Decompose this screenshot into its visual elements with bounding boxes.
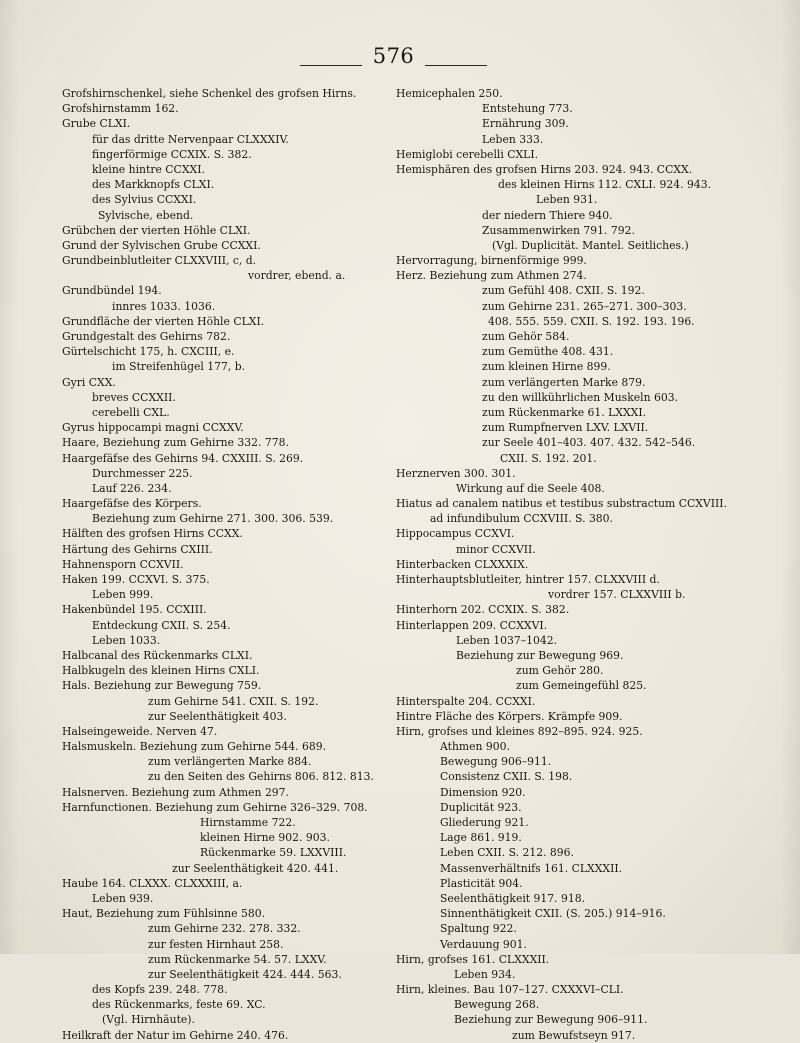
index-entry: Hinterbacken CLXXXIX. [396,557,529,571]
index-entry: CXII. S. 192. 201. [500,451,597,465]
index-entry: zum Gehirne 232. 278. 332. [148,922,301,936]
index-entry: Leben 333. [482,132,544,146]
index-entry: des Sylvius CCXXI. [92,193,197,207]
index-entry: Zusammenwirken 791. 792. [482,223,635,237]
index-entry: Beziehung zur Bewegung 969. [456,648,624,662]
index-entry: Hirn, grofses und kleines 892–895. 924. 925. [396,724,643,738]
index-entry: zur Seele 401–403. 407. 432. 542–546. [482,436,696,450]
index-entry: Hirn, grofses 161. CLXXXII. [396,952,550,966]
index-entry: Haare, Beziehung zum Gehirne 332. 778. [62,436,289,450]
index-entry: Hinterhauptsblutleiter, hintrer 157. CLXXVIII d. [396,573,660,586]
index-entry: Hiatus ad canalem natibus et testibus substractum CCXVIII. [396,497,727,511]
index-entry: Durchmesser 225. [92,466,193,480]
index-entry: Rückenmarke 59. LXXVIII. [200,846,347,860]
index-entry: 408. 555. 559. CXII. S. 192. 193. 196. [488,314,695,328]
left-page-shadow [0,0,20,954]
index-entry: (Vgl. Duplicität. Mantel. Seitliches.) [492,238,689,252]
index-entry: Grube CLXI. [62,117,131,131]
index-entry: zur festen Hirnhaut 258. [148,937,284,951]
index-entry: Consistenz CXII. S. 198. [440,770,573,784]
index-entry: Grundbeinblutleiter CLXXVIII, c, d. [62,254,257,268]
index-entry: zum Gemüthe 408. 431. [482,345,614,359]
index-entry: Verdauung 901. [440,937,527,951]
header-rule-left [300,65,362,66]
index-entry: Dimension 920. [440,785,526,799]
index-entry: Duplicität 923. [440,800,522,814]
index-entry: zum Rückenmarke 61. LXXXI. [482,405,647,419]
index-column-right [396,86,776,1043]
index-entry: Beziehung zur Bewegung 906–911. [454,1013,648,1027]
index-entry: Lauf 226. 234. [92,481,172,495]
index-entry: Spaltung 922. [440,922,517,936]
index-entry: Massenverhältnifs 161. CLXXXII. [440,861,623,875]
index-entry: Entdeckung CXII. S. 254. [92,618,231,632]
index-entry: Leben 931. [536,193,598,207]
index-entry: Hahnensporn CCXVII. [62,557,184,571]
index-entry: zum verlängerten Marke 879. [482,375,646,389]
index-entry: Plasticität 904. [440,876,523,890]
index-entry: Hippocampus CCXVI. [396,527,515,541]
index-entry: zum Gemeingefühl 825. [516,679,647,693]
index-entry: Hälften des grofsen Hirns CCXX. [62,527,243,541]
index-entry: Beziehung zum Gehirne 271. 300. 306. 539. [92,512,334,526]
index-entry: zum Bewufstseyn 917. [512,1028,636,1042]
index-entry: Sylvische, ebend. [98,208,194,222]
index-entry: breves CCXXII. [92,390,176,404]
index-entry: Haut, Beziehung zum Fühlsinne 580. [62,907,265,921]
index-entry: Grofshirnstamm 162. [62,102,179,116]
index-entry: des kleinen Hirns 112. CXLI. 924. 943. [498,178,712,192]
index-entry: zum Gehirne 231. 265–271. 300–303. [482,299,687,313]
index-entry: zum verlängerten Marke 884. [148,755,312,769]
index-entry: Leben 1033. [92,633,161,647]
index-entry: zum Rückenmarke 54. 57. LXXV. [148,952,327,966]
index-entry: zur Seelenthätigkeit 403. [148,709,287,723]
index-entry: Hirn, kleines. Bau 107–127. CXXXVI–CLI. [396,983,624,997]
index-entry: Leben 934. [454,967,516,981]
index-entry: des Rückenmarks, feste 69. XC. [92,998,266,1012]
index-entry: Leben 1037–1042. [456,633,558,647]
index-entry: Athmen 900. [440,740,510,754]
index-entry: Seelenthätigkeit 917. 918. [440,891,586,905]
index-entry: zur Seelenthätigkeit 424. 444. 563. [148,967,342,981]
index-entry: Harnfunctionen. Beziehung zum Gehirne 326–329. 708. [62,800,368,814]
index-entry: Hinterspalte 204. CCXXI. [396,694,536,708]
index-entry: Hemisphären des grofsen Hirns 203. 924. 943. CCXX. [396,162,693,176]
index-entry: Haken 199. CCXVI. S. 375. [62,573,210,586]
index-entry: cerebelli CXL. [92,405,170,419]
index-entry: Bewegung 268. [454,998,540,1012]
index-entry: für das dritte Nervenpaar CLXXXIV. [92,132,289,146]
index-entry: des Kopfs 239. 248. 778. [92,983,228,997]
index-entry: Grundbündel 194. [62,284,162,298]
index-entry: zum Gehirne 541. CXII. S. 192. [148,694,319,708]
index-entry: Leben CXII. S. 212. 896. [440,846,574,860]
index-entry: Gyri CXX. [62,375,116,389]
index-entry: Heilkraft der Natur im Gehirne 240. 476. [62,1028,289,1042]
index-entry: Hemiglobi cerebelli CXLI. [396,147,539,161]
index-entry: Halsmuskeln. Beziehung zum Gehirne 544. 689. [62,740,327,754]
index-entry: Grofshirnschenkel, siehe Schenkel des grofsen Hirns. [62,87,357,100]
index-entry: zum Rumpfnerven LXV. LXVII. [482,421,649,435]
index-entry: Hakenbündel 195. CCXIII. [62,603,207,617]
index-entry: Grübchen der vierten Höhle CLXI. [62,223,251,237]
index-entry: Sinnenthätigkeit CXII. (S. 205.) 914–916. [440,907,666,921]
index-entry: Hinterhorn 202. CCXIX. S. 382. [396,603,570,617]
index-entry: Hals. Beziehung zur Bewegung 759. [62,679,262,693]
index-entry: vordrer, ebend. a. [248,269,346,283]
index-entry: Haargefäfse des Körpers. [62,497,202,511]
index-entry: Lage 861. 919. [440,831,522,845]
index-entry: zur Seelenthätigkeit 420. 441. [172,861,339,875]
index-entry: Grundgestalt des Gehirns 782. [62,330,231,343]
index-entry: (Vgl. Hirnhäute). [102,1013,195,1027]
index-entry: Herznerven 300. 301. [396,466,516,480]
index-entry: im Streifenhügel 177, b. [112,360,246,374]
index-entry: Grund der Sylvischen Grube CCXXI. [62,238,261,252]
index-entry: Haube 164. CLXXX. CLXXXIII, a. [62,876,243,890]
index-entry: fingerförmige CCXIX. S. 382. [92,147,252,161]
index-entry: Leben 999. [92,588,154,602]
index-column-left [62,86,392,1043]
index-entry: vordrer 157. CLXXVIII b. [548,588,686,602]
index-entry: Gliederung 921. [440,816,529,829]
index-entry: zum Gehör 584. [482,330,570,343]
index-entry: Bewegung 906–911. [440,755,552,769]
index-entry: zum Gehör 280. [516,664,604,678]
index-entry: minor CCXVII. [456,542,536,556]
index-entry: Gürtelschicht 175, h. CXCIII, e. [62,345,235,359]
page-header [0,44,800,74]
index-entry: Hirnstamme 722. [200,816,296,829]
index-entry: Hintre Fläche des Körpers. Krämpfe 909. [396,709,623,723]
index-entry: der niedern Thiere 940. [482,208,613,222]
index-entry: Halbcanal des Rückenmarks CLXI. [62,648,253,662]
index-entry: Grundfläche der vierten Höhle CLXI. [62,314,265,328]
header-rule-right [425,65,487,66]
index-entry: Haargefäfse des Gehirns 94. CXXIII. S. 269. [62,451,304,465]
index-entry: zu den willkührlichen Muskeln 603. [482,390,679,404]
index-entry: Hemicephalen 250. [396,87,503,100]
index-entry: zum Gefühl 408. CXII. S. 192. [482,284,645,298]
index-entry: Halsnerven. Beziehung zum Athmen 297. [62,785,289,799]
right-page-shadow [780,0,800,954]
index-entry: innres 1033. 1036. [112,299,216,313]
index-entry: Wirkung auf die Seele 408. [456,481,605,495]
index-entry: Herz. Beziehung zum Athmen 274. [396,269,587,283]
index-entry: Leben 939. [92,891,154,905]
index-entry: Entstehung 773. [482,102,573,116]
index-entry: Hinterlappen 209. CCXXVI. [396,618,548,632]
index-entry: kleinen Hirne 902. 903. [200,831,330,845]
index-entry: Halbkugeln des kleinen Hirns CXLI. [62,664,260,678]
index-entry: zu den Seiten des Gehirns 806. 812. 813. [148,770,374,784]
index-entry: kleine hintre CCXXI. [92,162,205,176]
index-entry: zum kleinen Hirne 899. [482,360,611,374]
page-number: 576 [372,44,415,68]
index-entry: Gyrus hippocampi magni CCXXV. [62,421,244,435]
index-entry: des Markknopfs CLXI. [92,178,215,192]
index-entry: Ernährung 309. [482,117,569,131]
index-entry: ad infundibulum CCXVIII. S. 380. [430,512,613,526]
index-entry: Halseingeweide. Nerven 47. [62,724,218,738]
index-entry: Hervorragung, birnenförmige 999. [396,254,587,268]
index-entry: Härtung des Gehirns CXIII. [62,542,213,556]
